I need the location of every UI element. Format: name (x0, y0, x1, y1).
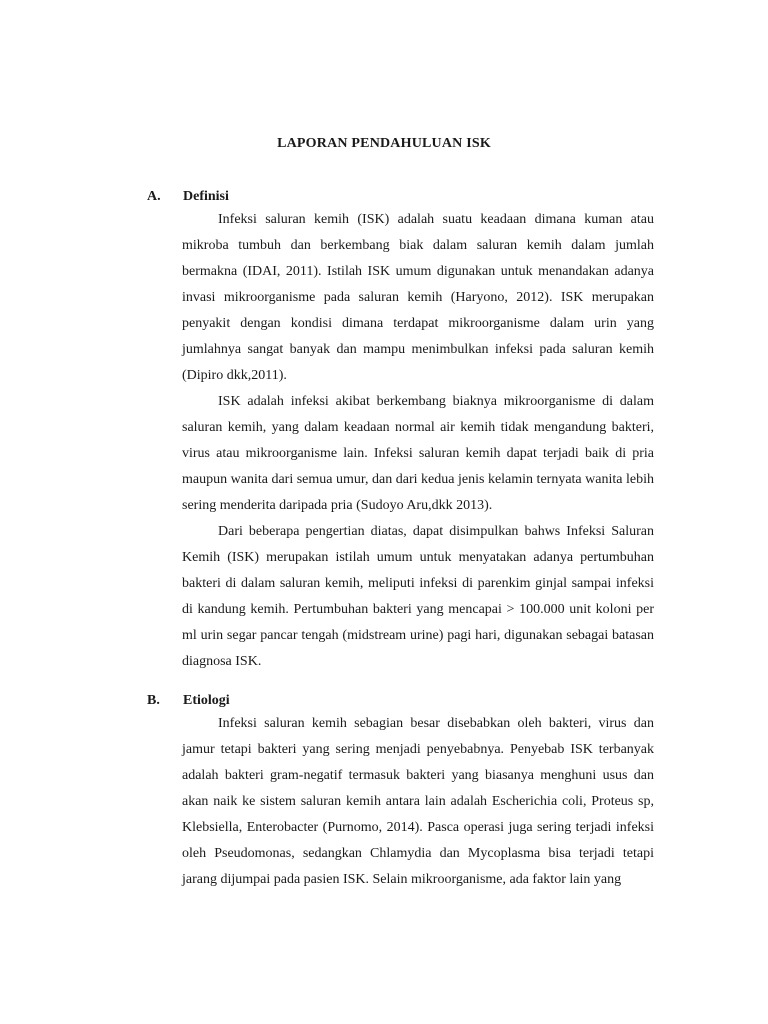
paragraph: Infeksi saluran kemih sebagian besar disebabkan oleh bakteri, virus dan jamur tetapi bakteri yang sering menjadi penyebabnya. Penyebab ISK terbanyak adalah bakteri gram-negatif termasuk bakteri yang biasanya menghuni usus dan akan naik ke sistem saluran kemih antara lain adalah Escherichia coli, Proteus sp, Klebsiella, Enterobacter (Purnomo, 2014). Pasca operasi juga sering terjadi infeksi oleh Pseudomonas, sedangkan Chlamydia dan Mycoplasma bisa terjadi tetapi jarang dijumpai pada pasien ISK. Selain mikroorganisme, ada faktor lain yang (182, 716, 654, 887)
section-label: B. (147, 693, 160, 708)
paragraph: Infeksi saluran kemih (ISK) adalah suatu keadaan dimana kuman atau mikroba tumbuh dan berkembang biak dalam saluran kemih dalam jumlah bermakna (IDAI, 2011). Istilah ISK umum digunakan untuk menandakan adanya invasi mikroorganisme pada saluran kemih (Haryono, 2012). ISK merupakan penyakit dengan kondisi dimana terdapat mikroorganisme dalam urin yang jumlahnya sangat banyak dan mampu menimbulkan infeksi pada saluran kemih (Dipiro dkk,2011). (182, 212, 654, 383)
document-title: LAPORAN PENDAHULUAN ISK (277, 136, 491, 151)
section-title: Definisi (183, 189, 229, 204)
paragraph: Dari beberapa pengertian diatas, dapat disimpulkan bahws Infeksi Saluran Kemih (ISK) merupakan istilah umum untuk menyatakan adanya pertumbuhan bakteri di dalam saluran kemih, meliputi infeksi di parenkim ginjal sampai infeksi di kandung kemih. Pertumbuhan bakteri yang mencapai > 100.000 unit koloni per ml urin segar pancar tengah (midstream urine) pagi hari, digunakan sebagai batasan diagnosa ISK. (182, 524, 654, 669)
section-label: A. (147, 189, 161, 204)
section-body-definisi (182, 207, 654, 675)
section-body-etiologi (182, 711, 654, 893)
section-title: Etiologi (183, 693, 230, 708)
section-heading-definisi (147, 189, 229, 205)
section-heading-etiologi (147, 693, 230, 709)
paragraph: ISK adalah infeksi akibat berkembang biaknya mikroorganisme di dalam saluran kemih, yang dalam keadaan normal air kemih tidak mengandung bakteri, virus atau mikroorganisme lain. Infeksi saluran kemih dapat terjadi baik di pria maupun wanita dari semua umur, dan dari kedua jenis kelamin ternyata wanita lebih sering menderita daripada pria (Sudoyo Aru,dkk 2013). (182, 394, 654, 513)
